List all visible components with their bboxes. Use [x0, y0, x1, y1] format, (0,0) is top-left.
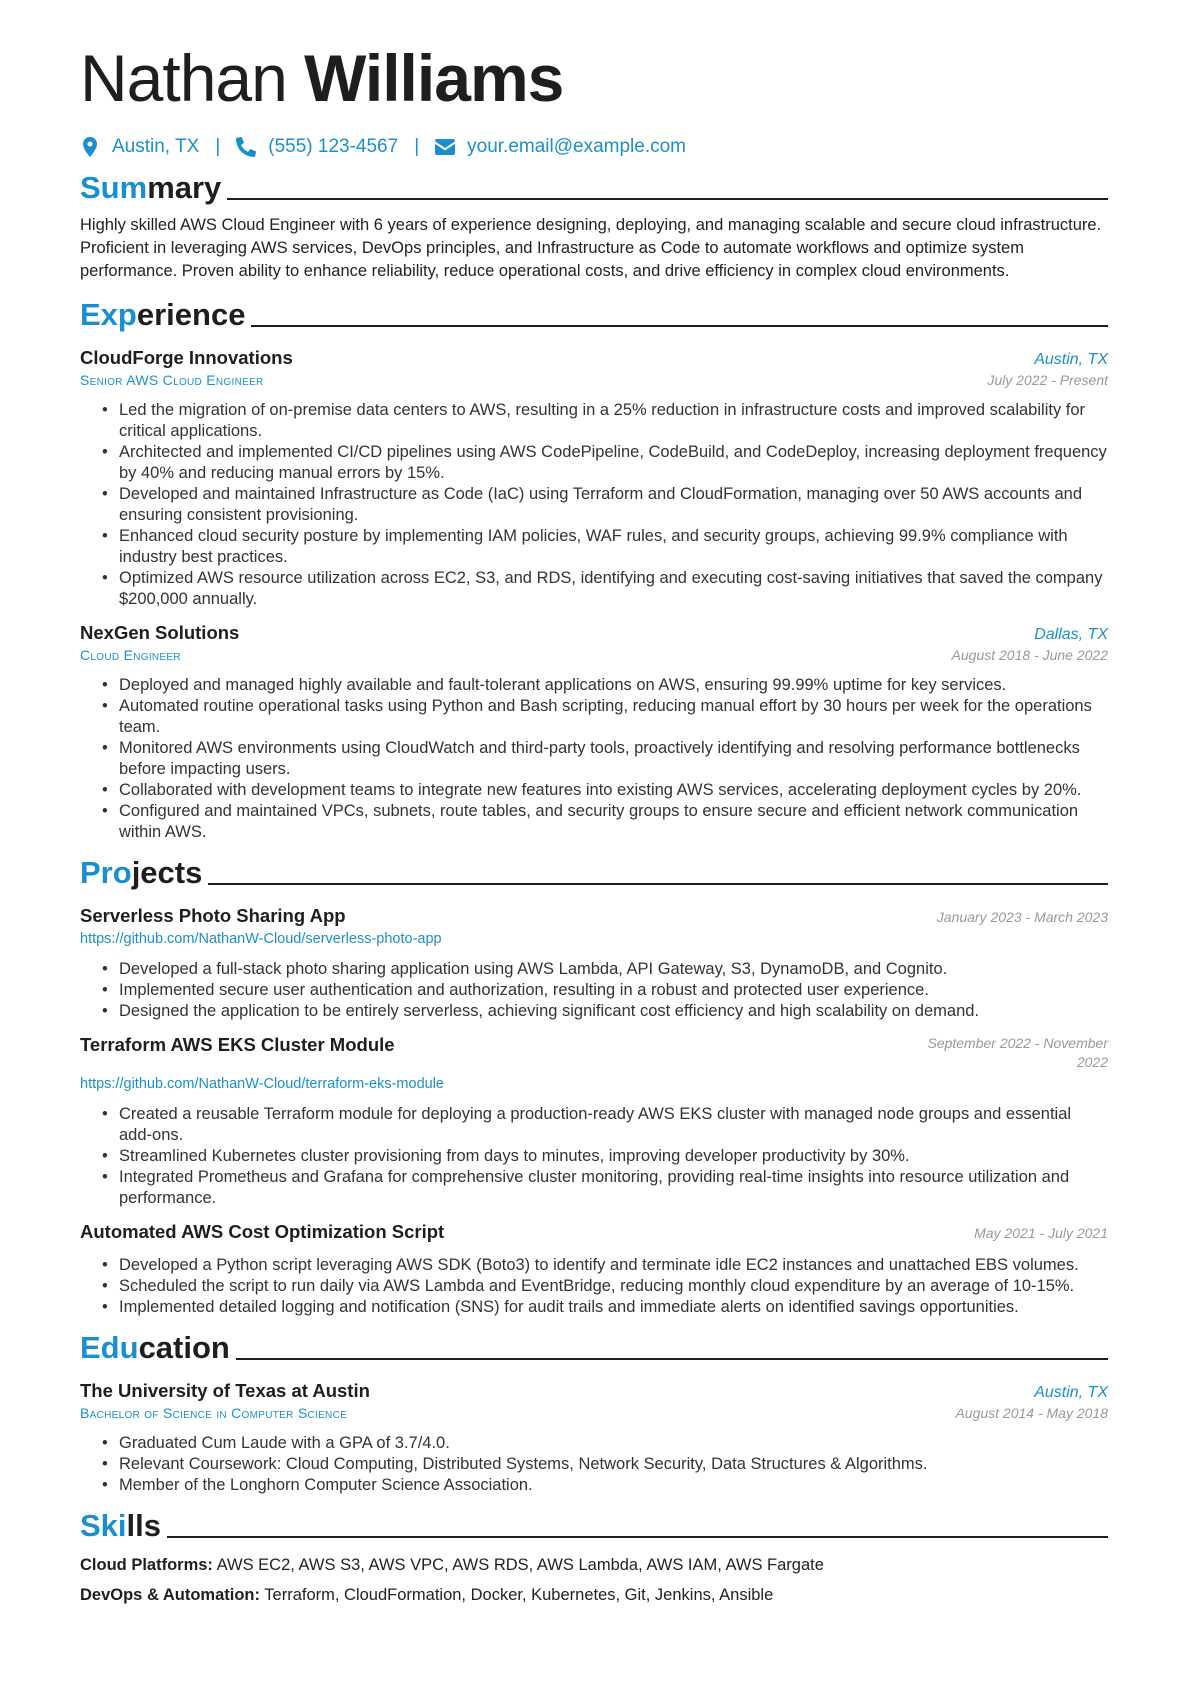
job-bullets	[80, 675, 1108, 843]
project-name: Automated AWS Cost Optimization Script	[80, 1221, 445, 1242]
list-item: • Developed and maintained Infrastructure as Code (IaC) using Terraform and CloudFormation, managing over 50 AWS accounts and ensuring consistent provisioning.	[102, 484, 1108, 526]
location-text: Austin, TX	[112, 136, 200, 157]
section-title: Summary	[80, 170, 222, 205]
job-role: Senior AWS Cloud Engineer	[80, 372, 264, 388]
list-item: • Collaborated with development teams to integrate new features into existing AWS services, accelerating deployment cycles by 20%.	[102, 780, 1108, 801]
degree: Bachelor of Science in Computer Science	[80, 1405, 348, 1421]
contact-bar	[80, 136, 1108, 158]
section-rule	[227, 198, 1108, 200]
section-title: Education	[80, 1330, 230, 1365]
job-role: Cloud Engineer	[80, 647, 181, 663]
project-dates: September 2022 - November 2022	[927, 1035, 1108, 1070]
summary-text: Highly skilled AWS Cloud Engineer with 6 years of experience designing, deploying, and managing scalable and secure cloud infrastructure. Proficient in leveraging AWS services, DevOps principles, and Infrastructure as Code to automate workflows and optimize system performance. Proven ability to enhance reliability, reduce operational costs, and drive efficiency in complex cloud environments.	[80, 216, 1102, 280]
list-item: • Configured and maintained VPCs, subnets, route tables, and security groups to ensure secure and efficient network communication within AWS.	[102, 801, 1108, 843]
job-dates: July 2022 - Present	[987, 372, 1108, 388]
skill-values: Terraform, CloudFormation, Docker, Kubernetes, Git, Jenkins, Ansible	[264, 1586, 774, 1604]
list-item: • Architected and implemented CI/CD pipelines using AWS CodePipeline, CodeBuild, and CodeDeploy, increasing deployment frequency by 40% and reducing manual errors by 15%.	[102, 442, 1108, 484]
project-entry	[80, 1034, 1108, 1209]
project-bullets	[80, 1104, 1108, 1209]
envelope-icon	[435, 137, 455, 157]
skills-row	[80, 1584, 1108, 1606]
contact-phone[interactable]	[236, 136, 398, 158]
list-item: • Graduated Cum Laude with a GPA of 3.7/4.0.	[102, 1433, 1108, 1454]
last-name: Williams	[304, 41, 564, 115]
section-rule	[251, 325, 1108, 327]
first-name: Nathan	[80, 41, 287, 115]
job-location: Austin, TX	[1034, 351, 1108, 368]
list-item: • Integrated Prometheus and Grafana for comprehensive cluster monitoring, providing real-time insights into resource utilization and performance.	[102, 1167, 1108, 1209]
list-item: • Designed the application to be entirely serverless, achieving significant cost efficiency and high scalability on demand.	[102, 1001, 1108, 1022]
job-dates: August 2018 - June 2022	[951, 647, 1108, 663]
education-entry	[80, 1380, 1108, 1496]
section-rule	[236, 1358, 1108, 1360]
job-bullets	[80, 400, 1108, 610]
school-location: Austin, TX	[1034, 1384, 1108, 1401]
contact-location	[80, 136, 199, 158]
job-entry	[80, 347, 1108, 610]
list-item: • Relevant Coursework: Cloud Computing, Distributed Systems, Network Security, Data Structures & Algorithms.	[102, 1454, 1108, 1475]
skill-values: AWS EC2, AWS S3, AWS VPC, AWS RDS, AWS Lambda, AWS IAM, AWS Fargate	[216, 1556, 824, 1574]
contact-separator: |	[215, 136, 221, 157]
email-text: your.email@example.com	[467, 136, 686, 157]
projects-heading	[80, 855, 1108, 891]
section-title: Skills	[80, 1508, 161, 1543]
list-item: • Streamlined Kubernetes cluster provisioning from days to minutes, improving developer productivity by 30%.	[102, 1146, 1108, 1167]
list-item: • Implemented detailed logging and notification (SNS) for audit trails and immediate alerts on identified savings opportunities.	[102, 1297, 1108, 1318]
skill-label: Cloud Platforms:	[80, 1556, 213, 1574]
project-link[interactable]: https://github.com/NathanW-Cloud/serverless-photo-app	[80, 931, 442, 947]
skills-row	[80, 1554, 1108, 1576]
section-rule	[167, 1536, 1108, 1538]
project-dates: May 2021 - July 2021	[974, 1225, 1108, 1241]
project-link[interactable]: https://github.com/NathanW-Cloud/terraform-eks-module	[80, 1076, 444, 1092]
education-bullets	[80, 1433, 1108, 1496]
project-bullets	[80, 959, 1108, 1022]
list-item: • Scheduled the script to run daily via AWS Lambda and EventBridge, reducing monthly cloud expenditure by an average of 10-15%.	[102, 1276, 1108, 1297]
map-pin-icon	[80, 137, 100, 157]
skills-heading	[80, 1508, 1108, 1544]
list-item: • Member of the Longhorn Computer Science Association.	[102, 1475, 1108, 1496]
job-location: Dallas, TX	[1034, 626, 1108, 643]
project-entry	[80, 905, 1108, 1022]
project-entry	[80, 1221, 1108, 1318]
skill-label: DevOps & Automation:	[80, 1586, 260, 1604]
candidate-name	[80, 42, 1108, 114]
section-title: Experience	[80, 297, 246, 332]
list-item: • Implemented secure user authentication and authorization, resulting in a robust and protected user experience.	[102, 980, 1108, 1001]
list-item: • Deployed and managed highly available and fault-tolerant applications on AWS, ensuring 99.99% uptime for key services.	[102, 675, 1108, 696]
list-item: • Enhanced cloud security posture by implementing IAM policies, WAF rules, and security groups, achieving 99.9% compliance with industry best practices.	[102, 526, 1108, 568]
phone-icon	[236, 137, 256, 157]
project-name: Terraform AWS EKS Cluster Module	[80, 1034, 395, 1055]
job-entry	[80, 622, 1108, 843]
project-bullets	[80, 1255, 1108, 1318]
project-dates: January 2023 - March 2023	[936, 909, 1108, 925]
list-item: • Automated routine operational tasks using Python and Bash scripting, reducing manual effort by 30 hours per week for the operations team.	[102, 696, 1108, 738]
section-rule	[208, 883, 1108, 885]
list-item: • Developed a Python script leveraging AWS SDK (Boto3) to identify and terminate idle EC2 instances and unattached EBS volumes.	[102, 1255, 1108, 1276]
contact-separator: |	[414, 136, 420, 157]
phone-text: (555) 123-4567	[268, 136, 399, 157]
list-item: • Monitored AWS environments using CloudWatch and third-party tools, proactively identifying and resolving performance bottlenecks before impacting users.	[102, 738, 1108, 780]
list-item: • Developed a full-stack photo sharing application using AWS Lambda, API Gateway, S3, DynamoDB, and Cognito.	[102, 959, 1108, 980]
education-dates: August 2014 - May 2018	[955, 1405, 1108, 1421]
school-name: The University of Texas at Austin	[80, 1380, 370, 1401]
experience-heading	[80, 297, 1108, 333]
section-title: Projects	[80, 855, 203, 890]
company-name: NexGen Solutions	[80, 622, 240, 643]
company-name: CloudForge Innovations	[80, 347, 293, 368]
list-item: • Optimized AWS resource utilization across EC2, S3, and RDS, identifying and executing cost-saving initiatives that saved the company $200,000 annually.	[102, 568, 1108, 610]
summary-heading	[80, 170, 1108, 206]
project-name: Serverless Photo Sharing App	[80, 905, 346, 926]
list-item: • Led the migration of on-premise data centers to AWS, resulting in a 25% reduction in infrastructure costs and improved scalability for critical applications.	[102, 400, 1108, 442]
education-heading	[80, 1330, 1108, 1366]
contact-email[interactable]	[435, 136, 686, 158]
list-item: • Created a reusable Terraform module for deploying a production-ready AWS EKS cluster with managed node groups and essential add-ons.	[102, 1104, 1108, 1146]
